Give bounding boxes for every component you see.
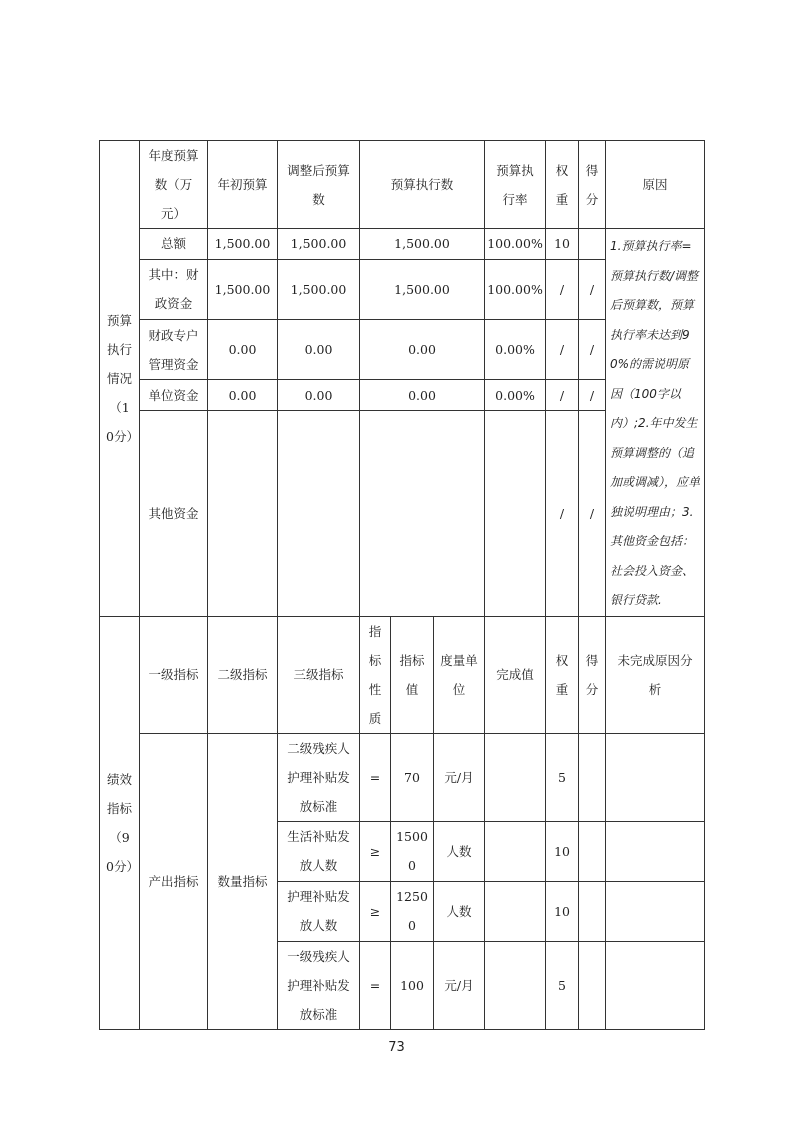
- budget-weight: /: [546, 259, 579, 319]
- actual-cell: [485, 881, 546, 941]
- reason-cell: [606, 733, 705, 821]
- unit-cell: 人数: [434, 881, 485, 941]
- value-cell: 70: [391, 733, 434, 821]
- score-cell: [579, 733, 606, 821]
- value-cell: 12500: [391, 881, 434, 941]
- reason-cell: [606, 941, 705, 1029]
- level2-cell: 数量指标: [208, 733, 278, 1029]
- performance-table: [99, 140, 705, 1030]
- level3-cell: 一级残疾人护理补贴发放标准: [278, 941, 360, 1029]
- score-cell: [579, 821, 606, 881]
- budget-executed: 0.00: [360, 380, 485, 411]
- level1-cell: 产出指标: [140, 733, 208, 1029]
- header-executed: 预算执行数: [360, 141, 485, 229]
- header-value: 指标值: [391, 616, 434, 733]
- unit-cell: 人数: [434, 821, 485, 881]
- page-number: 73: [388, 1040, 405, 1055]
- value-cell: 100: [391, 941, 434, 1029]
- header-budget-item: 年度预算数（万元）: [140, 141, 208, 229]
- budget-initial: 1,500.00: [208, 259, 278, 319]
- budget-row: [100, 229, 705, 260]
- level3-cell: 生活补贴发放人数: [278, 821, 360, 881]
- weight-cell: 5: [546, 733, 579, 821]
- budget-name: 单位资金: [140, 380, 208, 411]
- budget-name: 财政专户管理资金: [140, 319, 208, 379]
- weight-cell: 10: [546, 881, 579, 941]
- budget-rate: 100.00%: [485, 259, 546, 319]
- header-nature: 指标性质: [360, 616, 391, 733]
- actual-cell: [485, 941, 546, 1029]
- budget-rate: 0.00%: [485, 380, 546, 411]
- header-reason: 原因: [606, 141, 705, 229]
- budget-weight: 10: [546, 229, 579, 260]
- budget-executed: 0.00: [360, 319, 485, 379]
- weight-cell: 10: [546, 821, 579, 881]
- header-score: 得分: [579, 141, 606, 229]
- level3-cell: 护理补贴发放人数: [278, 881, 360, 941]
- score-cell: [579, 881, 606, 941]
- header-initial: 年初预算: [208, 141, 278, 229]
- nature-cell: ≥: [360, 821, 391, 881]
- header-level1: 一级指标: [140, 616, 208, 733]
- budget-rate: [485, 410, 546, 616]
- budget-executed: 1,500.00: [360, 259, 485, 319]
- budget-weight: /: [546, 410, 579, 616]
- budget-note: 1.预算执行率=预算执行数/调整后预算数，预算执行率未达到90%的需说明原因（100字以内）;2.年中发生预算调整的（追加或调减），应单独说明理由；3.其他资金包括：社会投入资金、银行贷款.: [606, 229, 705, 617]
- performance-section-label: 绩效指标（90分）: [100, 616, 140, 1029]
- budget-executed: [360, 410, 485, 616]
- budget-weight: /: [546, 380, 579, 411]
- header-score: 得分: [579, 616, 606, 733]
- reason-cell: [606, 881, 705, 941]
- nature-cell: ≥: [360, 881, 391, 941]
- nature-cell: =: [360, 733, 391, 821]
- budget-name: 其中：财政资金: [140, 259, 208, 319]
- budget-score: /: [579, 259, 606, 319]
- header-actual: 完成值: [485, 616, 546, 733]
- header-unit: 度量单位: [434, 616, 485, 733]
- header-adjusted: 调整后预算数: [278, 141, 360, 229]
- actual-cell: [485, 733, 546, 821]
- budget-rate: 100.00%: [485, 229, 546, 260]
- nature-cell: =: [360, 941, 391, 1029]
- budget-name: 其他资金: [140, 410, 208, 616]
- budget-weight: /: [546, 319, 579, 379]
- budget-initial: 0.00: [208, 380, 278, 411]
- budget-rate: 0.00%: [485, 319, 546, 379]
- budget-name: 总额: [140, 229, 208, 260]
- header-level2: 二级指标: [208, 616, 278, 733]
- budget-header-row: [100, 141, 705, 229]
- budget-initial: 1,500.00: [208, 229, 278, 260]
- unit-cell: 元/月: [434, 941, 485, 1029]
- budget-adjusted: 1,500.00: [278, 229, 360, 260]
- performance-row: [100, 733, 705, 821]
- weight-cell: 5: [546, 941, 579, 1029]
- budget-score: /: [579, 380, 606, 411]
- header-weight: 权重: [546, 616, 579, 733]
- budget-adjusted: [278, 410, 360, 616]
- budget-initial: 0.00: [208, 319, 278, 379]
- actual-cell: [485, 821, 546, 881]
- budget-adjusted: 1,500.00: [278, 259, 360, 319]
- budget-score: /: [579, 319, 606, 379]
- unit-cell: 元/月: [434, 733, 485, 821]
- value-cell: 15000: [391, 821, 434, 881]
- level3-cell: 二级残疾人护理补贴发放标准: [278, 733, 360, 821]
- header-level3: 三级指标: [278, 616, 360, 733]
- header-reason: 未完成原因分析: [606, 616, 705, 733]
- budget-score: [579, 229, 606, 260]
- budget-section-label: 预算执行情况（10分）: [100, 141, 140, 617]
- budget-executed: 1,500.00: [360, 229, 485, 260]
- performance-header-row: [100, 616, 705, 733]
- reason-cell: [606, 821, 705, 881]
- budget-score: /: [579, 410, 606, 616]
- header-rate: 预算执行率: [485, 141, 546, 229]
- header-weight: 权重: [546, 141, 579, 229]
- budget-initial: [208, 410, 278, 616]
- budget-adjusted: 0.00: [278, 380, 360, 411]
- budget-adjusted: 0.00: [278, 319, 360, 379]
- score-cell: [579, 941, 606, 1029]
